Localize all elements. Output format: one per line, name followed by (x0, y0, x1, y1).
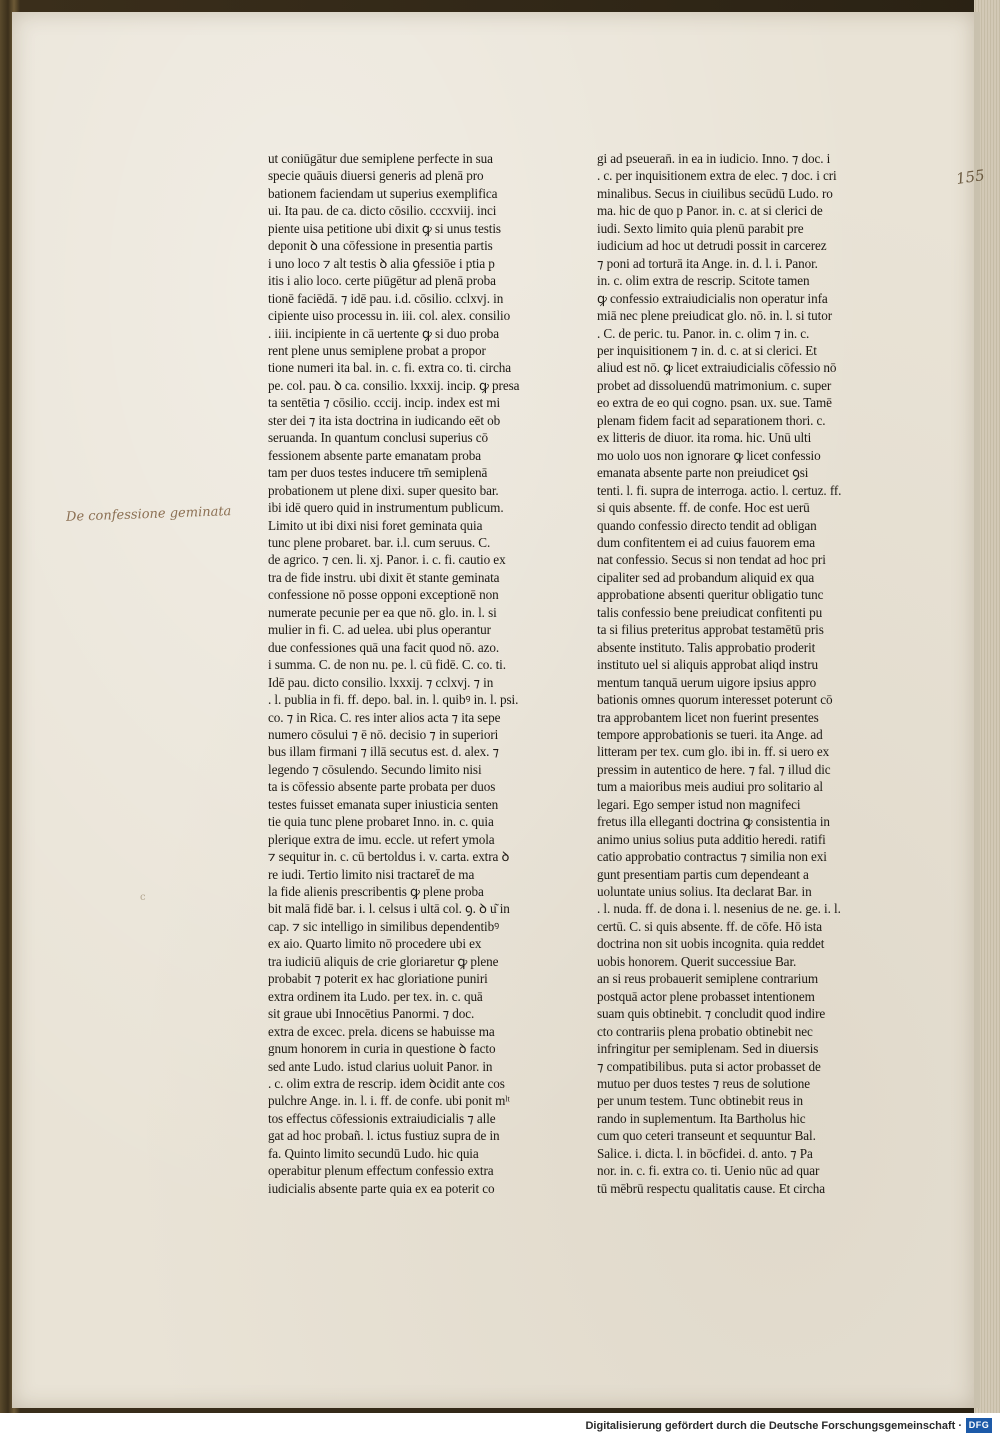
text-line: aliud est nō. ꝙ licet extraiudicialis cōfessio nō (597, 360, 837, 376)
text-line: fessionem absente parte emanatam proba (268, 447, 481, 463)
text-line: plenam fidem facit ad separationem thori. c. (597, 412, 826, 428)
text-line: mo uolo uos non ignorare ꝙ licet confessio (597, 447, 821, 463)
text-line: probabit ⁊ poterit ex hac gloriatione puniri (268, 971, 488, 987)
text-line: bationem faciendam ut superius exemplifica (268, 185, 498, 201)
text-line: tunc plene probaret. bar. i.l. cum seruus. C. (268, 534, 491, 550)
text-line: ui. Ita pau. de ca. dicto cōsilio. cccxviij. inci (268, 203, 497, 219)
text-line: specie quāuis diuersi generis ad plenā pro (268, 168, 484, 184)
text-line: suam quis obtinebit. ⁊ concludit quod indire (597, 1006, 826, 1022)
footer-bar (0, 1413, 1000, 1440)
text-line: Salice. i. dicta. l. in bōcfidei. d. anto. ⁊ Pa (597, 1145, 813, 1161)
text-line: probationem ut plene dixi. super quesito bar. (268, 482, 499, 498)
text-line: numero cōsului ⁊ ē nō. decisio ⁊ in superiori (268, 726, 499, 742)
text-line: nor. in. c. fi. extra co. ti. Uenio nūc ad quar (597, 1163, 820, 1179)
text-line: postquā actor plene probasset intentionem (597, 988, 815, 1004)
text-line: Limito ut ibi dixi nisi foret geminata quia (268, 517, 483, 533)
text-line: ma. hic de quo p Panor. in. c. at si clerici de (597, 203, 823, 219)
funding-credit: Digitalisierung gefördert durch die Deutsche Forschungsgemeinschaft · (585, 1420, 962, 1432)
text-line: ut coniūgātur due semiplene perfecte in sua (268, 151, 493, 166)
text-line: talis confessio bene preiudicat confitenti pu (597, 604, 823, 620)
text-line: ster dei ⁊ ita ista doctrina in iudicando eēt ob (268, 412, 501, 428)
text-line: miā nec plene preiudicat glo. nō. in. l. si tutor (597, 308, 832, 324)
text-line: gi ad pseueran̄. in ea in iudicio. Inno. ⁊ doc. i (597, 151, 831, 166)
text-line: approbatione absenti queritur obligatio tunc (597, 587, 824, 603)
text-line: uoluntate unius solius. Ita declarat Bar. in (597, 884, 812, 900)
text-line: tra approbantem licet non fuerint presentes (597, 709, 819, 725)
text-line: probet ad dissoluendū matrimonium. c. super (597, 377, 832, 393)
text-line: uobis honorem. Querit successiue Bar. (597, 953, 797, 969)
text-line: per inquisitionem ⁊ in. d. c. at si clerici. Et (597, 342, 817, 358)
text-line: ta sentētia ⁊ cōsilio. cccij. incip. index est mi (268, 395, 501, 411)
text-line: i uno loco ⁊ alt testis ꝺ alia ꝯfessiōe i ptia p (268, 255, 495, 271)
text-line: numerate pecunie per ea que nō. glo. in. l. si (268, 604, 497, 620)
text-line: extra de excec. prela. dicens se habuisse ma (268, 1023, 495, 1039)
text-line: sed ante Ludo. istud clarius uoluit Panor. in (268, 1058, 493, 1074)
text-line: pe. col. pau. ꝺ ca. consilio. lxxxij. incip. ꝙ presa (268, 377, 520, 393)
text-line: rando in suplementum. Ita Bartholus hic (597, 1110, 806, 1126)
text-line: rent plene unus semiplene probat a propor (268, 342, 486, 358)
text-line: tempore approbationis se tueri. ita Ange. ad (597, 726, 823, 742)
text-line: . iiii. incipiente in cā uertente ꝙ si duo proba (268, 325, 500, 341)
text-line: ꝙ confessio extraiudicialis non operatur infa (597, 290, 828, 306)
text-line: cto contrariis plena probatio obtinebit nec (597, 1023, 813, 1039)
foliation-number: 155 (954, 166, 986, 188)
text-line: Idē pau. dicto consilio. lxxxij. ⁊ cclxvj. ⁊ in (268, 674, 494, 690)
left-text-column (268, 150, 530, 1197)
text-line: an si reus probauerit semiplene contrarium (597, 971, 819, 987)
text-line: per unum testem. Tunc obtinebit reus in (597, 1093, 803, 1109)
text-line: gat ad hoc probañ. l. ictus fustiuz supra de in (268, 1128, 500, 1144)
right-text-column (597, 150, 863, 1197)
text-line: si quis absente. ff. de confe. Hoc est uerū (597, 500, 810, 516)
text-line: ibi idē quero quid in instrumentum publicum. (268, 500, 504, 516)
text-line: deponit ꝺ una cōfessione in presentia partis (268, 238, 493, 254)
text-line: plerique extra de imu. eccle. ut refert ymola (268, 831, 495, 847)
text-line: . C. de peric. tu. Panor. in. c. olim ⁊ in. c. (597, 325, 810, 341)
text-line: cipaliter sed ad probandum aliquid ex qua (597, 569, 815, 585)
text-line: . c. olim extra de rescrip. idem ꝺcidit ante cos (268, 1076, 505, 1092)
text-line: litteram per tex. cum glo. ibi in. ff. si uero ex (597, 744, 830, 760)
text-line: mutuo per duos testes ⁊ reus de solutione (597, 1076, 811, 1092)
text-line: mentum tanquā uerum uigore ipsius appro (597, 674, 817, 690)
text-line: testes fuisset emanata super iniusticia senten (268, 796, 499, 812)
text-line: ⁊ sequitur in. c. cū bertoldus i. v. carta. extra ꝺ (268, 849, 510, 865)
text-line: infringitur per semiplenam. Sed in diuersis (597, 1041, 819, 1057)
text-line: animo unius solius puta additio heredi. ratifi (597, 831, 826, 847)
text-line: ta is cōfessio absente parte probata per duos (268, 779, 496, 795)
text-line: pressim in autentico de here. ⁊ fal. ⁊ illud dic (597, 761, 831, 777)
text-line: instituto uel si aliquis approbat aliqd instru (597, 657, 819, 673)
text-line: bus illam firmani ⁊ illā secutus est. d. alex. ⁊ (268, 744, 499, 760)
text-line: catio approbatio contractus ⁊ similia non exi (597, 849, 827, 865)
text-line: tū mēbrū respectu qualitatis cause. Et circha (597, 1180, 826, 1196)
text-line: sit graue ubi Innocētius Panormi. ⁊ doc. (268, 1006, 475, 1022)
text-line: seruanda. In quantum conclusi superius cō (268, 430, 489, 446)
text-line: quando confessio directo tendit ad obligan (597, 517, 817, 533)
text-line: de agrico. ⁊ cen. li. xj. Panor. i. c. fi. cautio ex (268, 552, 506, 568)
text-line: legari. Ego semper istud non magnifeci (597, 796, 801, 812)
text-line: tie quia tunc plene probaret Inno. in. c. quia (268, 814, 494, 830)
stray-ink-mark: c (140, 892, 146, 903)
text-line: iudicialis absente parte quia ex ea poterit co (268, 1180, 495, 1196)
text-line: due confessiones quā una facit quod nō. azo. (268, 639, 500, 655)
text-line: fretus illa elleganti doctrina ꝙ consistentia in (597, 814, 830, 830)
text-line: bationis omnes quorum interesset poterunt cō (597, 692, 833, 708)
text-line: in. c. olim extra de rescrip. Scitote tamen (597, 273, 810, 289)
text-line: gunt presentiam partis cum dependeant a (597, 866, 809, 882)
text-line: piente uisa petitione ubi dixit ꝙ si unus testis (268, 220, 501, 236)
text-line: nat confessio. Secus si non tendat ad hoc pri (597, 552, 826, 568)
text-line: tos effectus cōfessionis extraiudicialis ⁊ alle (268, 1110, 496, 1126)
text-line: re iudi. Tertio limito nisi tractaret̄ de ma (268, 866, 475, 882)
text-line: cipiente uiso processu in. iii. col. alex. consilio (268, 308, 511, 324)
text-line: dum confitentem ei ad cuius fauorem ema (597, 534, 816, 550)
text-line: absente instituto. Talis approbatio proderit (597, 639, 816, 655)
text-line: bit malā fidē bar. i. l. celsus i ultā col. ꝯ. ꝺ u͂ in (268, 901, 510, 917)
text-line: tionē faciēdā. ⁊ idē pau. i.d. cōsilio. cclxvj. in (268, 290, 504, 306)
text-line: operabitur plenum effectum confessio extra (268, 1163, 494, 1179)
text-line: legendo ⁊ cōsulendo. Secundo limito nisi (268, 761, 482, 777)
text-line: cap. ⁊ sic intelligo in similibus dependentibꝰ (268, 918, 500, 934)
text-line: ta si filius preteritus approbat testamētū pris (597, 622, 824, 638)
text-line: certū. C. si quis absente. ff. de cōfe. Hō ista (597, 918, 823, 934)
marginal-note: De confessione geminata (65, 504, 232, 525)
text-line: la fide alienis prescribentis ꝙ plene proba (268, 884, 484, 900)
text-line: . l. nuda. ff. de dona i. l. nesenius de ne. ge. i. l. (597, 901, 841, 917)
text-line: extra ordinem ita Ludo. per tex. in. c. quā (268, 988, 483, 1004)
dfg-logo: DFG (966, 1418, 992, 1433)
text-line: tra iudiciū aliquis de crie gloriaretur ꝙ plene (268, 953, 499, 969)
text-line: doctrina non sit uobis incognita. quia reddet (597, 936, 825, 952)
text-line: . l. publia in fi. ff. depo. bal. in. l. quibꝰ in. l. psi. (268, 692, 519, 708)
text-line: fa. Quinto limito secundū Ludo. hic quia (268, 1145, 479, 1161)
text-line: ⁊ compatibilibus. puta si actor probasset de (597, 1058, 821, 1074)
text-line: iudi. Sexto limito quia plenū parabit pre (597, 220, 804, 236)
text-line: tione numeri ita bal. in. c. fi. extra co. ti. circha (268, 360, 511, 376)
text-line: minalibus. Secus in ciuilibus secūdū Ludo. ro (597, 185, 833, 201)
text-line: eo extra de eo qui cogno. psan. ux. sue. Tamē (597, 395, 832, 411)
text-line: iudicium ad hoc ut detrudi possit in carcerez (597, 238, 827, 254)
text-line: tam per duos testes inducere tm̄ semiplenā (268, 465, 488, 481)
text-line: cum quo ceteri transeunt et sequuntur Bal. (597, 1128, 816, 1144)
text-line: gnum honorem in curia in questione ꝺ facto (268, 1041, 496, 1057)
text-line: i summa. C. de non nu. pe. l. cū fidē. C. co. ti. (268, 657, 506, 673)
text-line: itis i alio loco. certe piūgētur ad plenā proba (268, 273, 496, 289)
text-line: tenti. l. fi. supra de interroga. actio. l. certuz. ff. (597, 482, 842, 498)
text-line: ⁊ poni ad torturā ita Ange. in. d. l. i. Panor. (597, 255, 818, 271)
text-line: tra de fide instru. ubi dixit ēt stante geminata (268, 569, 500, 585)
text-line: co. ⁊ in Rica. C. res inter alios acta ⁊ ita sepe (268, 709, 501, 725)
text-line: pulchre Ange. in. l. i. ff. de confe. ubi ponit mˡᵗ (268, 1093, 510, 1109)
text-line: . c. per inquisitionem extra de elec. ⁊ doc. i cri (597, 168, 837, 184)
text-line: ex litteris de diuor. ita roma. hic. Unū ulti (597, 430, 812, 446)
text-line: mulier in fi. C. ad uelea. ubi plus operantur (268, 622, 491, 638)
text-line: confessione nō posse opponi exceptionē non (268, 587, 499, 603)
text-line: emanata absente parte non preiudicet ꝯsi (597, 465, 809, 481)
text-line: tum a maioribus meis audiui pro solitario al (597, 779, 823, 795)
text-line: ex aio. Quarto limito nō procedere ubi ex (268, 936, 482, 952)
